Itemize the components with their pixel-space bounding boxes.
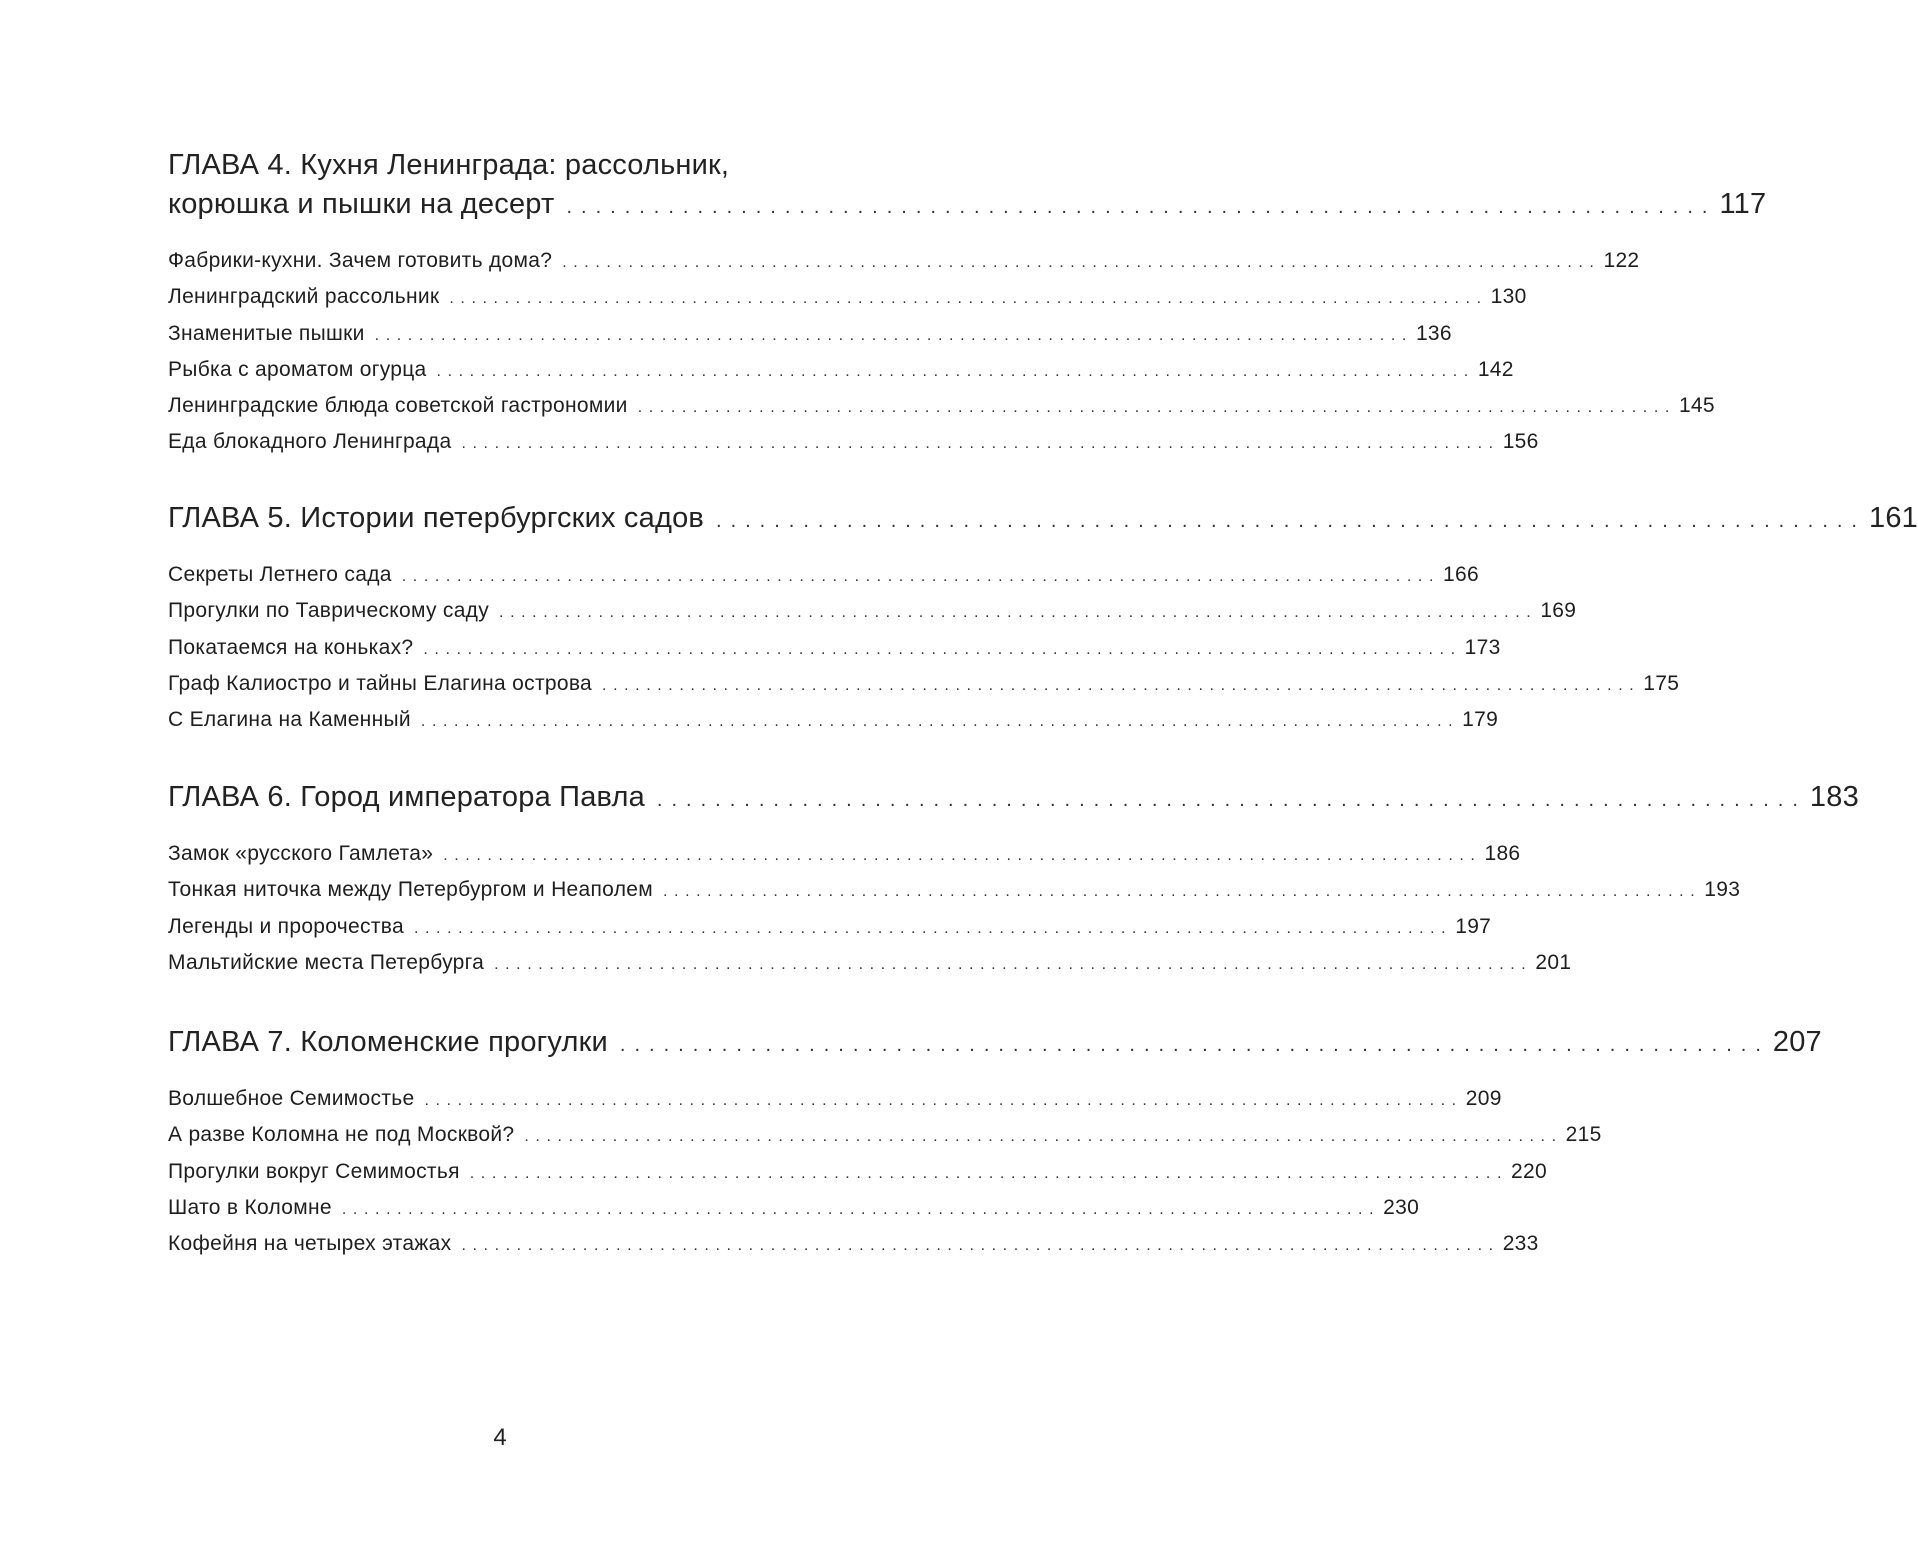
entry-title: Еда блокадного Ленинграда [168,430,452,454]
chapter-page-number: 207 [1772,1026,1822,1058]
toc-entry[interactable] [168,837,1521,873]
entry-page-number: 173 [1464,635,1501,659]
dot-leader: ............................................................................... [619,1034,1770,1056]
entry-title: Рыбка с ароматом огурца [168,357,427,381]
toc-entry[interactable] [168,631,1501,667]
entry-title: А разве Коломна не под Москвой? [168,1123,515,1147]
dot-leader: .............................................................................................. [449,290,1488,308]
chapter-title-row[interactable] [168,778,1859,820]
toc-entry[interactable] [168,703,1499,739]
chapter-5 [168,499,1918,739]
entry-page-number: 145 [1678,394,1715,418]
toc-entry[interactable] [168,1155,1547,1191]
entry-list [168,1082,1602,1263]
entry-page-number: 201 [1535,950,1572,974]
dot-leader: ............................................................................... [566,196,1717,218]
entry-page-number: 122 [1603,249,1640,272]
chapter-title-row[interactable] [168,1023,1822,1065]
entry-title: Кофейня на четырех этажах [168,1232,452,1256]
entry-list [168,244,1715,462]
page-number: 4 [493,1424,507,1451]
dot-leader: .............................................................................................. [602,676,1641,694]
entry-title: Ленинградский рассольник [168,285,440,309]
entry-title: Тонкая ниточка между Петербургом и Неаполем [168,878,653,902]
toc-entry[interactable] [168,1227,1539,1263]
entry-title: Мальтийские места Петербурга [168,950,485,974]
dot-leader: ............................................................................... [656,789,1807,811]
dot-leader: .............................................................................................. [494,955,1533,973]
toc-entry[interactable] [168,425,1539,461]
chapter-title: ГЛАВА 5. Истории петербургских садов [168,502,705,534]
toc-entry[interactable] [168,558,1479,594]
dot-leader: .............................................................................................. [401,568,1440,585]
toc-entry[interactable] [168,280,1527,316]
dot-leader: .............................................................................................. [562,254,1601,271]
chapter-4 [168,146,1767,462]
entry-title: Прогулки вокруг Семимостья [168,1159,460,1183]
entry-page-number: 220 [1511,1159,1547,1183]
entry-list [168,558,1680,739]
chapter-7 [168,1023,1822,1263]
dot-leader: .............................................................................................. [499,604,1538,622]
entry-title: Фабрики-кухни. Зачем готовить дома? [168,249,553,272]
chapter-page-number: 161 [1869,502,1918,534]
dot-leader: .............................................................................................. [461,1237,1500,1255]
entry-title: Замок «русского Гамлета» [168,842,434,865]
toc-entry[interactable] [168,946,1572,982]
dot-leader: .............................................................................................. [469,1164,1509,1182]
chapter-title: ГЛАВА 6. Город императора Павла [168,781,645,813]
chapter-title-row[interactable] [168,185,1767,227]
dot-leader: .............................................................................................. [420,713,1460,731]
chapter-title: ГЛАВА 7. Коломенские прогулки [168,1026,608,1058]
entry-title: Граф Калиостро и тайны Елагина острова [168,671,593,695]
entry-title: Ленинградские блюда советской гастрономии [168,394,628,418]
chapter-title-line1: ГЛАВА 4. Кухня Ленинграда: рассольник, [168,149,730,181]
toc-entry[interactable] [168,910,1492,946]
toc-entry[interactable] [168,244,1640,280]
entry-page-number: 230 [1383,1195,1420,1219]
dot-leader: .............................................................................................. [443,847,1482,864]
entry-page-number: 169 [1540,599,1577,623]
toc-entry[interactable] [168,1118,1602,1154]
entry-page-number: 136 [1415,321,1452,345]
dot-leader: .............................................................................................. [413,919,1453,937]
chapter-title-row[interactable] [168,499,1918,541]
entry-page-number: 166 [1443,563,1479,586]
entry-page-number: 175 [1643,671,1680,695]
dot-leader: .............................................................................................. [662,883,1702,901]
toc-entry[interactable] [168,667,1680,703]
entry-page-number: 179 [1462,708,1499,732]
entry-page-number: 233 [1502,1232,1539,1256]
toc-entry[interactable] [168,594,1577,630]
entry-page-number: 215 [1565,1123,1602,1147]
entry-list [168,837,1741,982]
dot-leader: .............................................................................................. [524,1128,1563,1146]
entry-page-number: 209 [1465,1087,1502,1110]
dot-leader: .............................................................................................. [423,640,1462,658]
entry-title: Покатаемся на коньках? [168,635,414,659]
dot-leader: .............................................................................................. [341,1200,1381,1218]
toc-entry[interactable] [168,1191,1420,1227]
entry-title: С Елагина на Каменный [168,708,411,732]
dot-leader: .............................................................................................. [424,1092,1463,1109]
toc-entry[interactable] [168,389,1715,425]
entry-title: Легенды и пророчества [168,914,404,938]
dot-leader: .............................................................................................. [436,362,1475,380]
dot-leader: ............................................................................... [716,510,1866,532]
chapter-page-number: 117 [1719,188,1767,220]
toc-entry[interactable] [168,353,1514,389]
entry-title: Знаменитые пышки [168,321,365,345]
entry-title: Прогулки по Таврическому саду [168,599,490,623]
entry-page-number: 130 [1490,285,1527,309]
entry-page-number: 142 [1477,357,1514,381]
entry-page-number: 193 [1704,878,1741,902]
dot-leader: .............................................................................................. [374,326,1413,344]
toc-entry[interactable] [168,317,1452,353]
toc-entry[interactable] [168,1082,1502,1118]
entry-title: Секреты Летнего сада [168,563,392,586]
dot-leader: .............................................................................................. [461,435,1500,453]
chapter-title: корюшка и пышки на десерт [168,188,555,220]
entry-page-number: 197 [1455,914,1492,938]
entry-title: Волшебное Семимостье [168,1087,415,1110]
entry-page-number: 186 [1484,842,1521,865]
entry-title: Шато в Коломне [168,1195,332,1219]
entry-page-number: 156 [1502,430,1539,454]
chapter-6 [168,778,1859,982]
dot-leader: .............................................................................................. [637,399,1676,417]
chapter-page-number: 183 [1809,781,1859,813]
toc-entry[interactable] [168,873,1741,909]
